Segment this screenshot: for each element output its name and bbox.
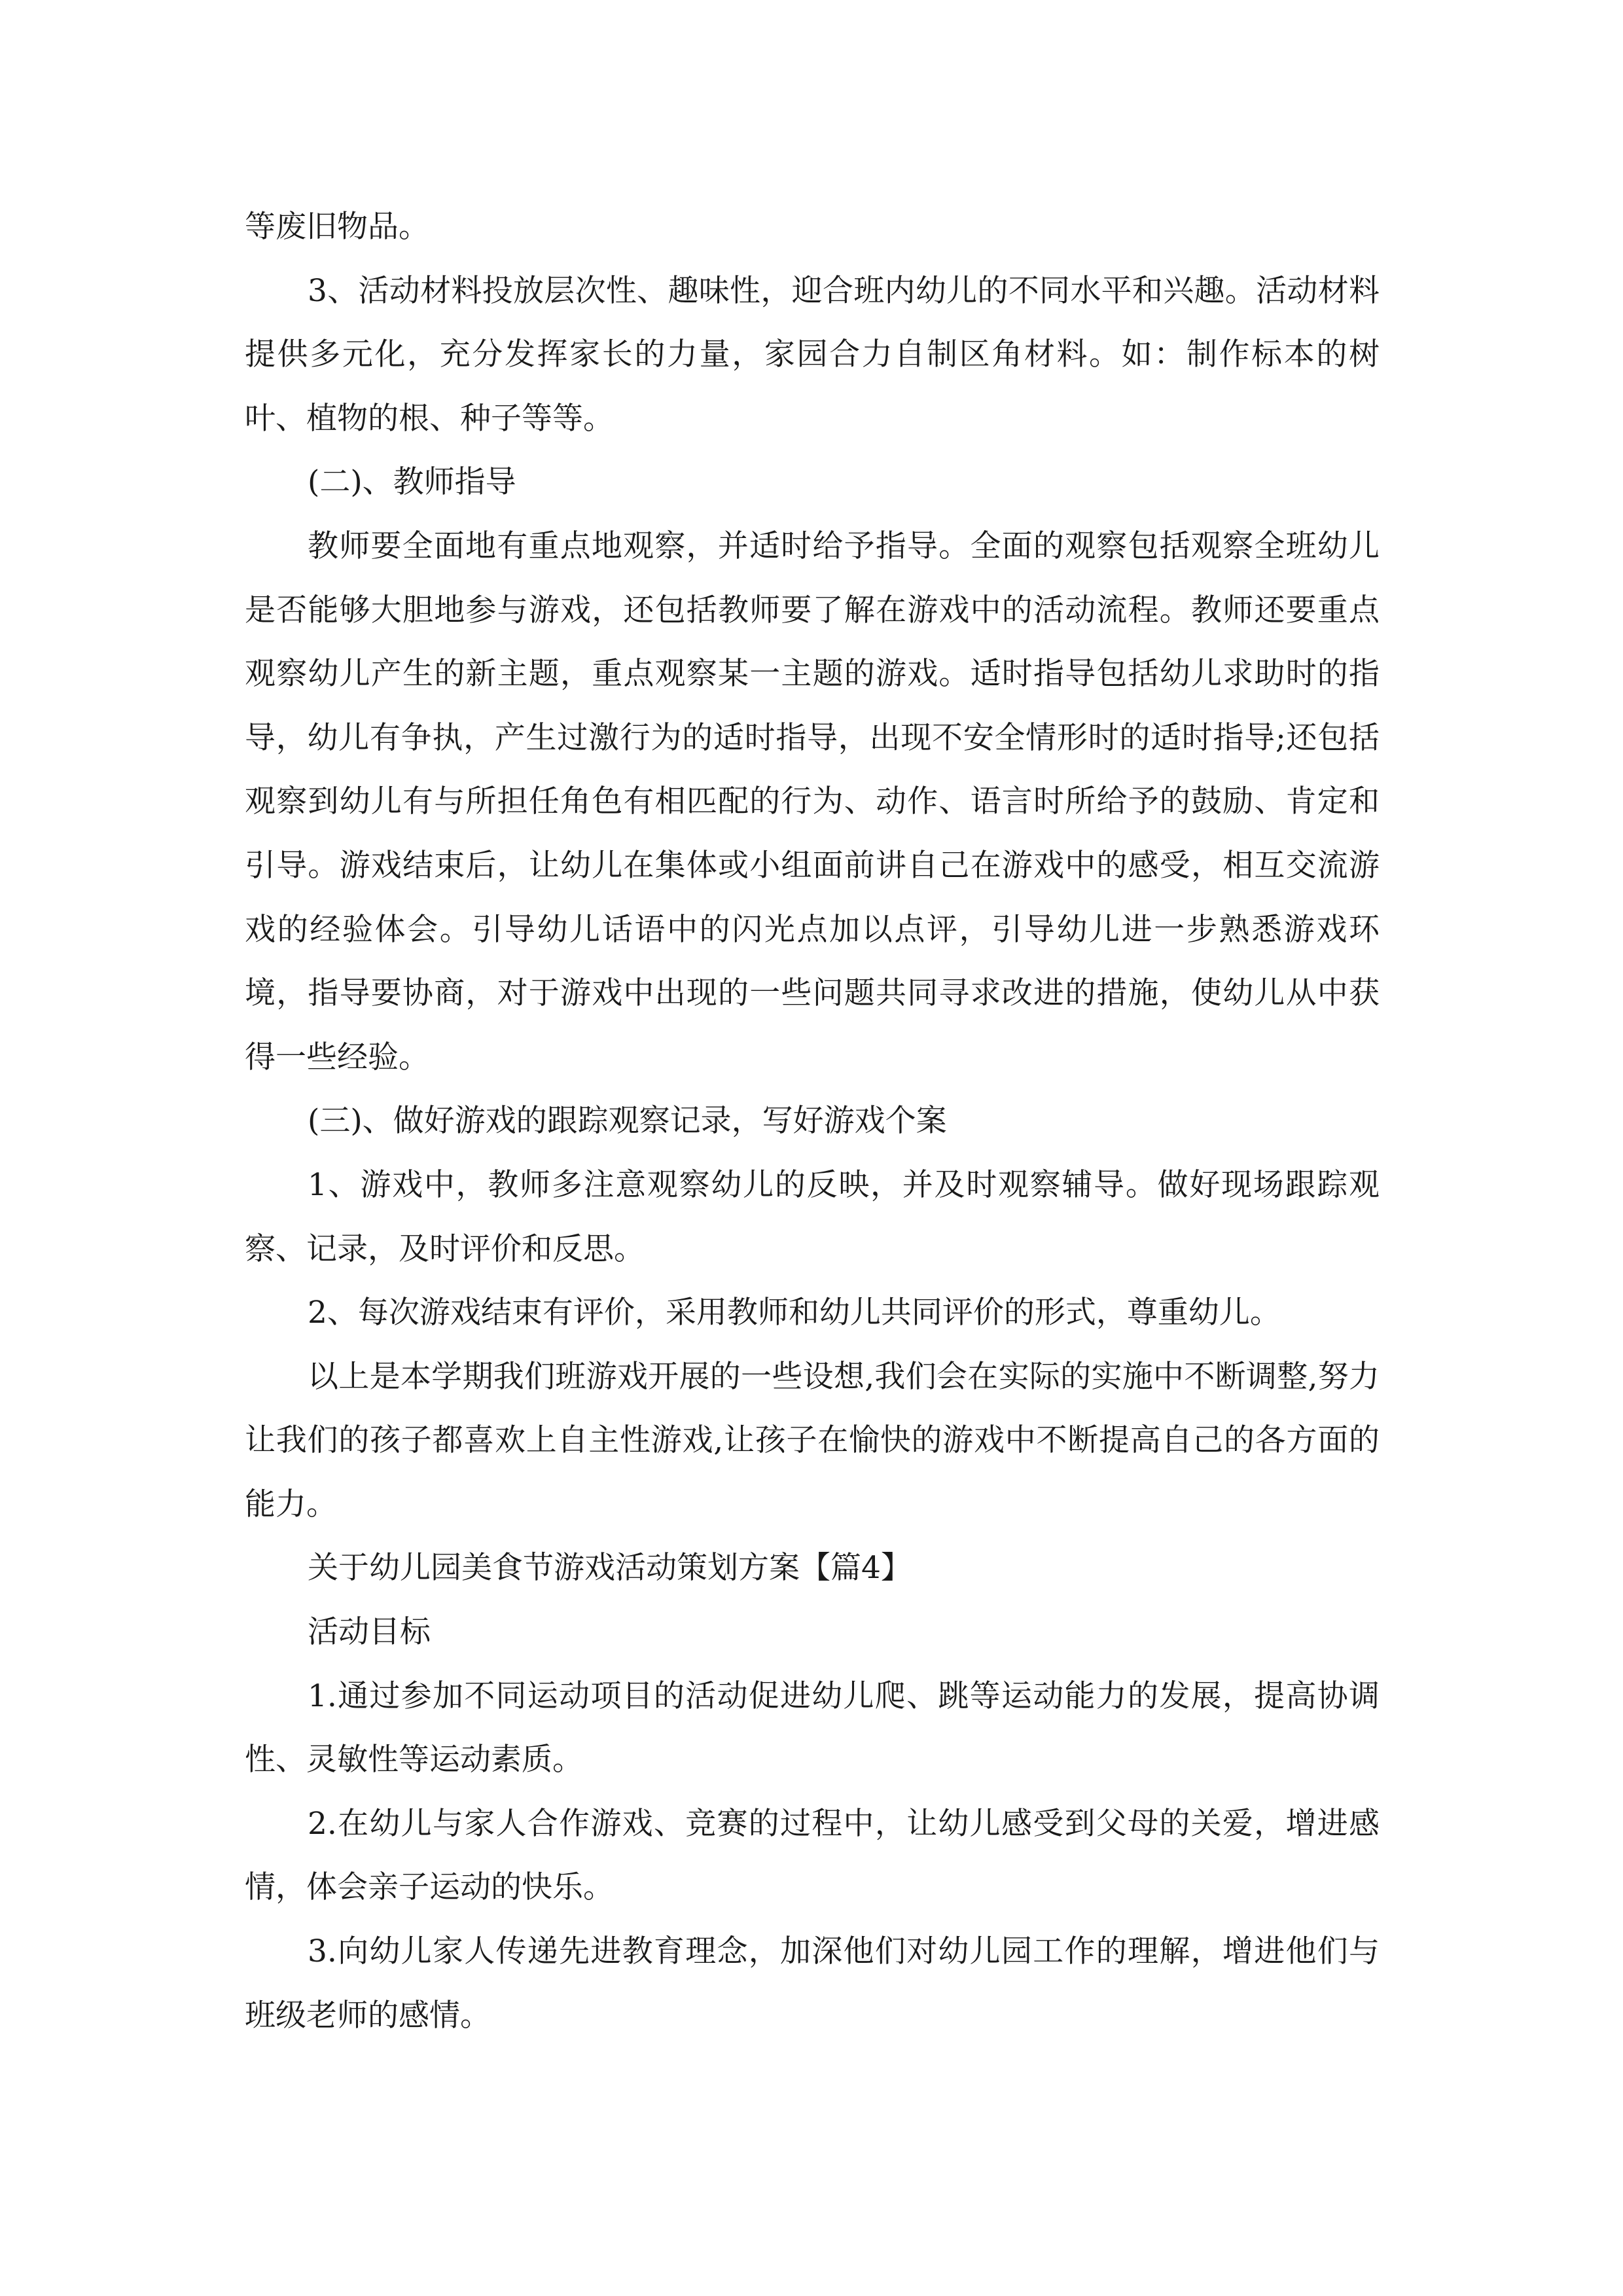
paragraph-teacher-observation: 教师要全面地有重点地观察，并适时给予指导。全面的观察包括观察全班幼儿是否能够大胆地参与游戏，还包括教师要了解在游戏中的活动流程。教师还要重点观察幼儿产生的新主题，重点观察某一主题的游戏。适时指导包括幼儿求助时的指导，幼儿有争执，产生过激行为的适时指导，出现不安全情形时的适时指导;还包括观察到幼儿有与所担任角色有相匹配的行为、动作、语言时所给予的鼓励、肯定和引导。游戏结束后，让幼儿在集体或小组面前讲自己在游戏中的感受，相互交流游戏的经验体会。引导幼儿话语中的闪光点加以点评，引导幼儿进一步熟悉游戏环境，指导要协商，对于游戏中出现的一些问题共同寻求改进的措施，使幼儿从中获得一些经验。 (245, 528, 1380, 1075)
paragraph-tracking-1: 1、游戏中，教师多注意观察幼儿的反映，并及时观察辅导。做好现场跟踪观察、记录，及时评价和反思。 (245, 1166, 1380, 1267)
section-heading-teacher-guidance: (二)、教师指导 (308, 464, 516, 501)
document-page (245, 195, 1380, 2047)
paragraph-materials-3: 3、活动材料投放层次性、趣味性，迎合班内幼儿的不同水平和兴趣。活动材料提供多元化，充分发挥家长的力量，家园合力自制区角材料。如：制作标本的树叶、植物的根、种子等等。 (245, 272, 1380, 437)
section-heading-tracking-records: (三)、做好游戏的跟踪观察记录，写好游戏个案 (308, 1103, 947, 1139)
paragraph-goal-2: 2.在幼儿与家人合作游戏、竞赛的过程中，让幼儿感受到父母的关爱，增进感情，体会亲子运动的快乐。 (245, 1805, 1380, 1906)
paragraph-goal-1: 1.通过参加不同运动项目的活动促进幼儿爬、跳等运动能力的发展，提高协调性、灵敏性等运动素质。 (245, 1677, 1380, 1778)
section-heading-activity-goals: 活动目标 (308, 1614, 431, 1651)
paragraph-goal-3: 3.向幼儿家人传递先进教育理念，加深他们对幼儿园工作的理解，增进他们与班级老师的感情。 (245, 1933, 1380, 2034)
paragraph-summary: 以上是本学期我们班游戏开展的一些设想,我们会在实际的实施中不断调整,努力让我们的孩子都喜欢上自主性游戏,让孩子在愉快的游戏中不断提高自己的各方面的能力。 (245, 1358, 1380, 1522)
paragraph-continuation: 等废旧物品。 (245, 209, 429, 245)
article-title-part-4: 关于幼儿园美食节游戏活动策划方案【篇4】 (308, 1550, 912, 1587)
paragraph-tracking-2: 2、每次游戏结束有评价，采用教师和幼儿共同评价的形式，尊重幼儿。 (308, 1295, 1281, 1331)
